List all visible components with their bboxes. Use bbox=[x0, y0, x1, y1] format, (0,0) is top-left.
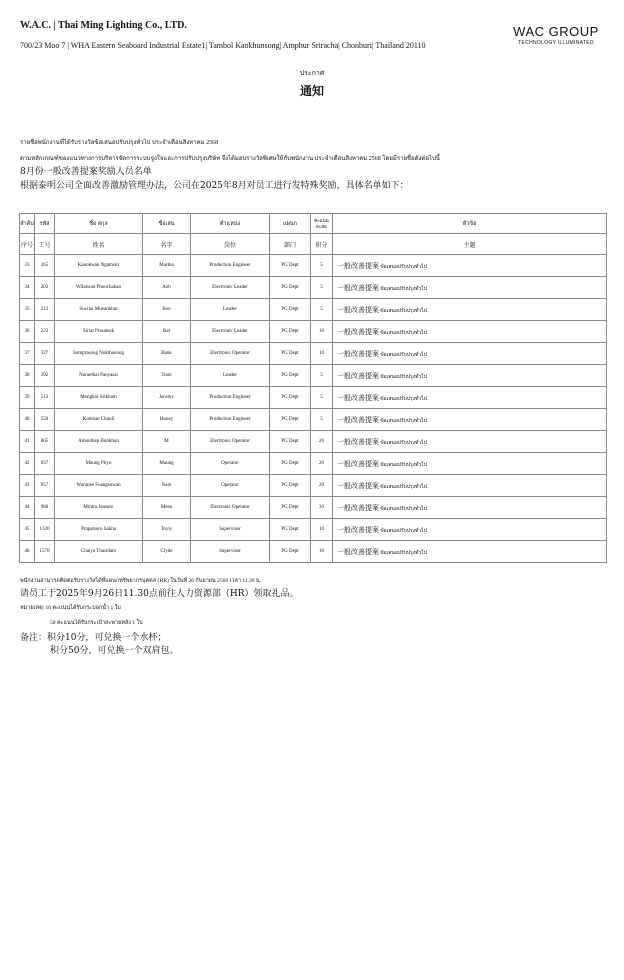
logo-tagline: TECHNOLOGY ILLUMINATED bbox=[518, 40, 594, 46]
row-number-cell: 45 bbox=[20, 519, 35, 541]
theme-cell bbox=[333, 321, 607, 343]
theme-thai: ข้อเสนอปรับปรุงทั่วไป bbox=[380, 418, 427, 424]
employee-name-cell: Mongkol Srikham bbox=[55, 387, 143, 409]
footer-note-chinese-2: 积分50分，可兑换一个双肩包。 bbox=[50, 646, 179, 656]
theme-thai: ข้อเสนอปรับปรุงทั่วไป bbox=[380, 506, 427, 512]
nickname-cell: Aob bbox=[143, 277, 191, 299]
position-cell: Production Engineer bbox=[191, 387, 270, 409]
points-cell: 20 bbox=[311, 431, 333, 453]
department-cell: PG Dept bbox=[270, 255, 311, 277]
position-cell: Supervisor bbox=[191, 519, 270, 541]
employee-name-cell: Warunee Fuangsuwan bbox=[55, 475, 143, 497]
row-number-cell: 35 bbox=[20, 299, 35, 321]
footer-pickup-thai: พนักงานสามารถติดต่อรับรางวัลได้ที่แผนกทรัพยากรบุคคล (HR) ในวันที่ 26 กันยายน 2568 เวลา 11.30 น. bbox=[20, 578, 262, 584]
theme-thai: ข้อเสนอปรับปรุงทั่วไป bbox=[380, 528, 427, 534]
theme-thai: ข้อเสนอปรับปรุงทั่วไป bbox=[380, 396, 427, 402]
points-cell: 10 bbox=[311, 541, 333, 563]
points-cell: 5 bbox=[311, 277, 333, 299]
header-cell: 序号 bbox=[20, 234, 35, 255]
department-cell: PG Dept bbox=[270, 365, 311, 387]
theme-thai: ข้อเสนอปรับปรุงทั่วไป bbox=[380, 462, 427, 468]
employee-id-cell: 550 bbox=[35, 409, 55, 431]
position-cell: Electronic Operator bbox=[191, 497, 270, 519]
employee-id-cell: 223 bbox=[35, 321, 55, 343]
table-row bbox=[20, 541, 607, 563]
header-cell: 主题 bbox=[333, 234, 607, 255]
row-number-cell: 39 bbox=[20, 387, 35, 409]
table-row bbox=[20, 409, 607, 431]
row-number-cell: 37 bbox=[20, 343, 35, 365]
header-cell: หัวข้อ bbox=[333, 214, 607, 234]
row-number-cell: 43 bbox=[20, 475, 35, 497]
theme-chinese: 一般改善提案 bbox=[337, 305, 379, 314]
wac-group-logo bbox=[508, 24, 604, 46]
header-cell: 姓名 bbox=[55, 234, 143, 255]
department-cell: PG Dept bbox=[270, 299, 311, 321]
employee-name-cell: Prapatsorn Sakha bbox=[55, 519, 143, 541]
points-cell: 20 bbox=[311, 475, 333, 497]
footer-note-thai-2: 50 คะแนนได้รับกระเป๋าสะพายหลัง 1 ใบ bbox=[50, 620, 143, 626]
theme-chinese: 一般改善提案 bbox=[337, 415, 379, 424]
points-cell: 5 bbox=[311, 409, 333, 431]
award-table-body bbox=[20, 255, 607, 563]
table-row bbox=[20, 387, 607, 409]
nickname-cell: Toon bbox=[143, 365, 191, 387]
table-row bbox=[20, 255, 607, 277]
theme-chinese: 一般改善提案 bbox=[337, 547, 379, 556]
row-number-cell: 40 bbox=[20, 409, 35, 431]
employee-name-cell: Siwilai Mueankhut bbox=[55, 299, 143, 321]
row-number-cell: 34 bbox=[20, 277, 35, 299]
table-header-thai-row bbox=[20, 214, 607, 234]
nickname-cell: Maung bbox=[143, 453, 191, 475]
employee-name-cell: Chaiya Thasidam bbox=[55, 541, 143, 563]
employee-id-cell: 213 bbox=[35, 299, 55, 321]
position-cell: Operator bbox=[191, 475, 270, 497]
theme-cell bbox=[333, 343, 607, 365]
employee-id-cell: 865 bbox=[35, 431, 55, 453]
header-cell: ลำดับ bbox=[20, 214, 35, 234]
nickname-cell: M bbox=[143, 431, 191, 453]
intro-line-chinese-2: 根据泰明公司全面改善激励管理办法，公司在2025年8月对员工进行发特殊奖励，具体名单如下： bbox=[20, 181, 409, 191]
department-cell: PG Dept bbox=[270, 475, 311, 497]
theme-chinese: 一般改善提案 bbox=[337, 371, 379, 380]
header-cell: ตำแหน่ง bbox=[191, 214, 270, 234]
notice-title-thai: ประกาศ bbox=[299, 69, 325, 77]
position-cell: Electronic Operator bbox=[191, 431, 270, 453]
department-cell: PG Dept bbox=[270, 453, 311, 475]
theme-chinese: 一般改善提案 bbox=[337, 261, 379, 270]
footer-note-chinese-1: 备注：积分10分，可兑换一个水杯； bbox=[20, 633, 167, 643]
employee-id-cell: 1320 bbox=[35, 519, 55, 541]
company-name: W.A.C. | Thai Ming Lighting Co., LTD. bbox=[20, 20, 187, 31]
employee-name-cell: Amonthep Bunkhun bbox=[55, 431, 143, 453]
header-cell: ชื่อเล่น bbox=[143, 214, 191, 234]
theme-chinese: 一般改善提案 bbox=[337, 525, 379, 534]
department-cell: PG Dept bbox=[270, 409, 311, 431]
position-cell: Electronic Operator bbox=[191, 343, 270, 365]
theme-cell bbox=[333, 497, 607, 519]
row-number-cell: 36 bbox=[20, 321, 35, 343]
table-row bbox=[20, 453, 607, 475]
theme-cell bbox=[333, 453, 607, 475]
row-number-cell: 38 bbox=[20, 365, 35, 387]
logo-wordmark: WAC GROUP bbox=[513, 24, 599, 39]
position-cell: Production Engineer bbox=[191, 409, 270, 431]
employee-id-cell: 1570 bbox=[35, 541, 55, 563]
department-cell: PG Dept bbox=[270, 343, 311, 365]
theme-cell bbox=[333, 387, 607, 409]
employee-id-cell: 165 bbox=[35, 255, 55, 277]
table-row bbox=[20, 365, 607, 387]
table-row bbox=[20, 321, 607, 343]
theme-chinese: 一般改善提案 bbox=[337, 437, 379, 446]
footer-pickup-chinese: 请员工于2025年9月26日11.30点前往人力资源部（HR）领取礼品。 bbox=[20, 589, 299, 599]
theme-cell bbox=[333, 431, 607, 453]
header-cell: 工号 bbox=[35, 234, 55, 255]
position-cell: Electronic Leader bbox=[191, 321, 270, 343]
theme-chinese: 一般改善提案 bbox=[337, 393, 379, 402]
points-cell: 30 bbox=[311, 497, 333, 519]
row-number-cell: 46 bbox=[20, 541, 35, 563]
nickname-cell: Martha bbox=[143, 255, 191, 277]
row-number-cell: 41 bbox=[20, 431, 35, 453]
points-cell: 5 bbox=[311, 299, 333, 321]
position-cell: Leader bbox=[191, 299, 270, 321]
theme-chinese: 一般改善提案 bbox=[337, 503, 379, 512]
theme-chinese: 一般改善提案 bbox=[337, 349, 379, 358]
table-row bbox=[20, 277, 607, 299]
theme-thai: ข้อเสนอปรับปรุงทั่วไป bbox=[380, 308, 427, 314]
department-cell: PG Dept bbox=[270, 321, 311, 343]
theme-thai: ข้อเสนอปรับปรุงทั่วไป bbox=[380, 330, 427, 336]
company-address: 700/23 Moo 7 | WHA Eastern Seaboard Industrial Estate1| Tambol Kaokhunsong| Amphur Sriracha| Chonburi| Thailand 20110 bbox=[20, 41, 426, 50]
employee-name-cell: Komsun Chunli bbox=[55, 409, 143, 431]
table-row bbox=[20, 431, 607, 453]
department-cell: PG Dept bbox=[270, 497, 311, 519]
nickname-cell: Bank bbox=[143, 343, 191, 365]
theme-cell bbox=[333, 255, 607, 277]
table-row bbox=[20, 299, 607, 321]
nickname-cell: Jeromy bbox=[143, 387, 191, 409]
position-cell: Production Engineer bbox=[191, 255, 270, 277]
header-cell: ชื่อ สกุล bbox=[55, 214, 143, 234]
header-cell: 名字 bbox=[143, 234, 191, 255]
employee-id-cell: 203 bbox=[35, 277, 55, 299]
points-cell: 5 bbox=[311, 255, 333, 277]
footer-note-thai-1: หมายเหตุ: 10 คะแนนได้รับกระบอกน้ำ 1 ใบ bbox=[20, 605, 121, 611]
row-number-cell: 44 bbox=[20, 497, 35, 519]
employee-name-cell: Kanokwan Ngamsiri bbox=[55, 255, 143, 277]
nickname-cell: Toyly bbox=[143, 519, 191, 541]
employee-id-cell: 327 bbox=[35, 343, 55, 365]
header-cell: แผนก bbox=[270, 214, 311, 234]
intro-line-chinese-1: 8月份一般改善提案奖励人员名单 bbox=[20, 167, 152, 177]
points-cell: 5 bbox=[311, 387, 333, 409]
header-cell: รหัส bbox=[35, 214, 55, 234]
theme-cell bbox=[333, 541, 607, 563]
intro-line-thai-2: ตามหลักเกณฑ์ของแนวทางการบริหารจัดการระบบจูงใจและการปรับปรุงบริษัท จึงได้มอบรางวัลพิเศษให้กับพนักงาน ประจำเดือนสิงหาคม 2568 โดยมีรายชื่อดังต่อไปนี้ bbox=[20, 156, 440, 162]
employee-name-cell: Maung Phyo bbox=[55, 453, 143, 475]
row-number-cell: 33 bbox=[20, 255, 35, 277]
intro-line-thai-1: รายชื่อพนักงานที่ได้รับรางวัลข้อเสนอปรับปรุงทั่วไป ประจำเดือนสิงหาคม 2568 bbox=[20, 140, 219, 146]
employee-id-cell: 937 bbox=[35, 453, 55, 475]
nickname-cell: Clyde bbox=[143, 541, 191, 563]
position-cell: Supervisor bbox=[191, 541, 270, 563]
points-cell: 10 bbox=[311, 519, 333, 541]
nickname-cell: Meen bbox=[143, 497, 191, 519]
employee-name-cell: Somprasong Nokthanong bbox=[55, 343, 143, 365]
theme-thai: ข้อเสนอปรับปรุงทั่วไป bbox=[380, 550, 427, 556]
employee-name-cell: Siriat Prasatsok bbox=[55, 321, 143, 343]
employee-id-cell: 392 bbox=[35, 365, 55, 387]
theme-thai: ข้อเสนอปรับปรุงทั่วไป bbox=[380, 352, 427, 358]
header-cell: 岗位 bbox=[191, 234, 270, 255]
points-cell: 10 bbox=[311, 321, 333, 343]
employee-id-cell: 957 bbox=[35, 475, 55, 497]
theme-cell bbox=[333, 409, 607, 431]
department-cell: PG Dept bbox=[270, 541, 311, 563]
position-cell: Operator bbox=[191, 453, 270, 475]
table-header-chinese-row bbox=[20, 234, 607, 255]
header-cell: 部门 bbox=[270, 234, 311, 255]
employee-id-cell: 960 bbox=[35, 497, 55, 519]
employee-id-cell: 513 bbox=[35, 387, 55, 409]
table-row bbox=[20, 497, 607, 519]
header-cell: คะแนน สะสม bbox=[311, 214, 333, 234]
award-table bbox=[19, 213, 607, 563]
theme-chinese: 一般改善提案 bbox=[337, 283, 379, 292]
department-cell: PG Dept bbox=[270, 277, 311, 299]
points-cell: 10 bbox=[311, 343, 333, 365]
theme-thai: ข้อเสนอปรับปรุงทั่วไป bbox=[380, 286, 427, 292]
theme-thai: ข้อเสนอปรับปรุงทั่วไป bbox=[380, 264, 427, 270]
theme-cell bbox=[333, 365, 607, 387]
employee-name-cell: Mintra Jansorn bbox=[55, 497, 143, 519]
theme-thai: ข้อเสนอปรับปรุงทั่วไป bbox=[380, 484, 427, 490]
theme-cell bbox=[333, 475, 607, 497]
theme-cell bbox=[333, 299, 607, 321]
nickname-cell: Bon bbox=[143, 299, 191, 321]
table-row bbox=[20, 475, 607, 497]
header-cell: 积分 bbox=[311, 234, 333, 255]
theme-thai: ข้อเสนอปรับปรุงทั่วไป bbox=[380, 440, 427, 446]
employee-name-cell: Wilaiwan Phoochahan bbox=[55, 277, 143, 299]
theme-chinese: 一般改善提案 bbox=[337, 327, 379, 336]
theme-chinese: 一般改善提案 bbox=[337, 481, 379, 490]
nickname-cell: Honey bbox=[143, 409, 191, 431]
table-row bbox=[20, 343, 607, 365]
theme-cell bbox=[333, 519, 607, 541]
department-cell: PG Dept bbox=[270, 387, 311, 409]
nickname-cell: Nam bbox=[143, 475, 191, 497]
row-number-cell: 42 bbox=[20, 453, 35, 475]
theme-thai: ข้อเสนอปรับปรุงทั่วไป bbox=[380, 374, 427, 380]
theme-chinese: 一般改善提案 bbox=[337, 459, 379, 468]
points-cell: 20 bbox=[311, 453, 333, 475]
employee-name-cell: Naruethai Panyasai bbox=[55, 365, 143, 387]
position-cell: Leader bbox=[191, 365, 270, 387]
notice-title-chinese: 通知 bbox=[299, 84, 324, 98]
department-cell: PG Dept bbox=[270, 519, 311, 541]
position-cell: Electronic Leader bbox=[191, 277, 270, 299]
department-cell: PG Dept bbox=[270, 431, 311, 453]
points-cell: 5 bbox=[311, 365, 333, 387]
theme-cell bbox=[333, 277, 607, 299]
nickname-cell: Rat bbox=[143, 321, 191, 343]
table-row bbox=[20, 519, 607, 541]
